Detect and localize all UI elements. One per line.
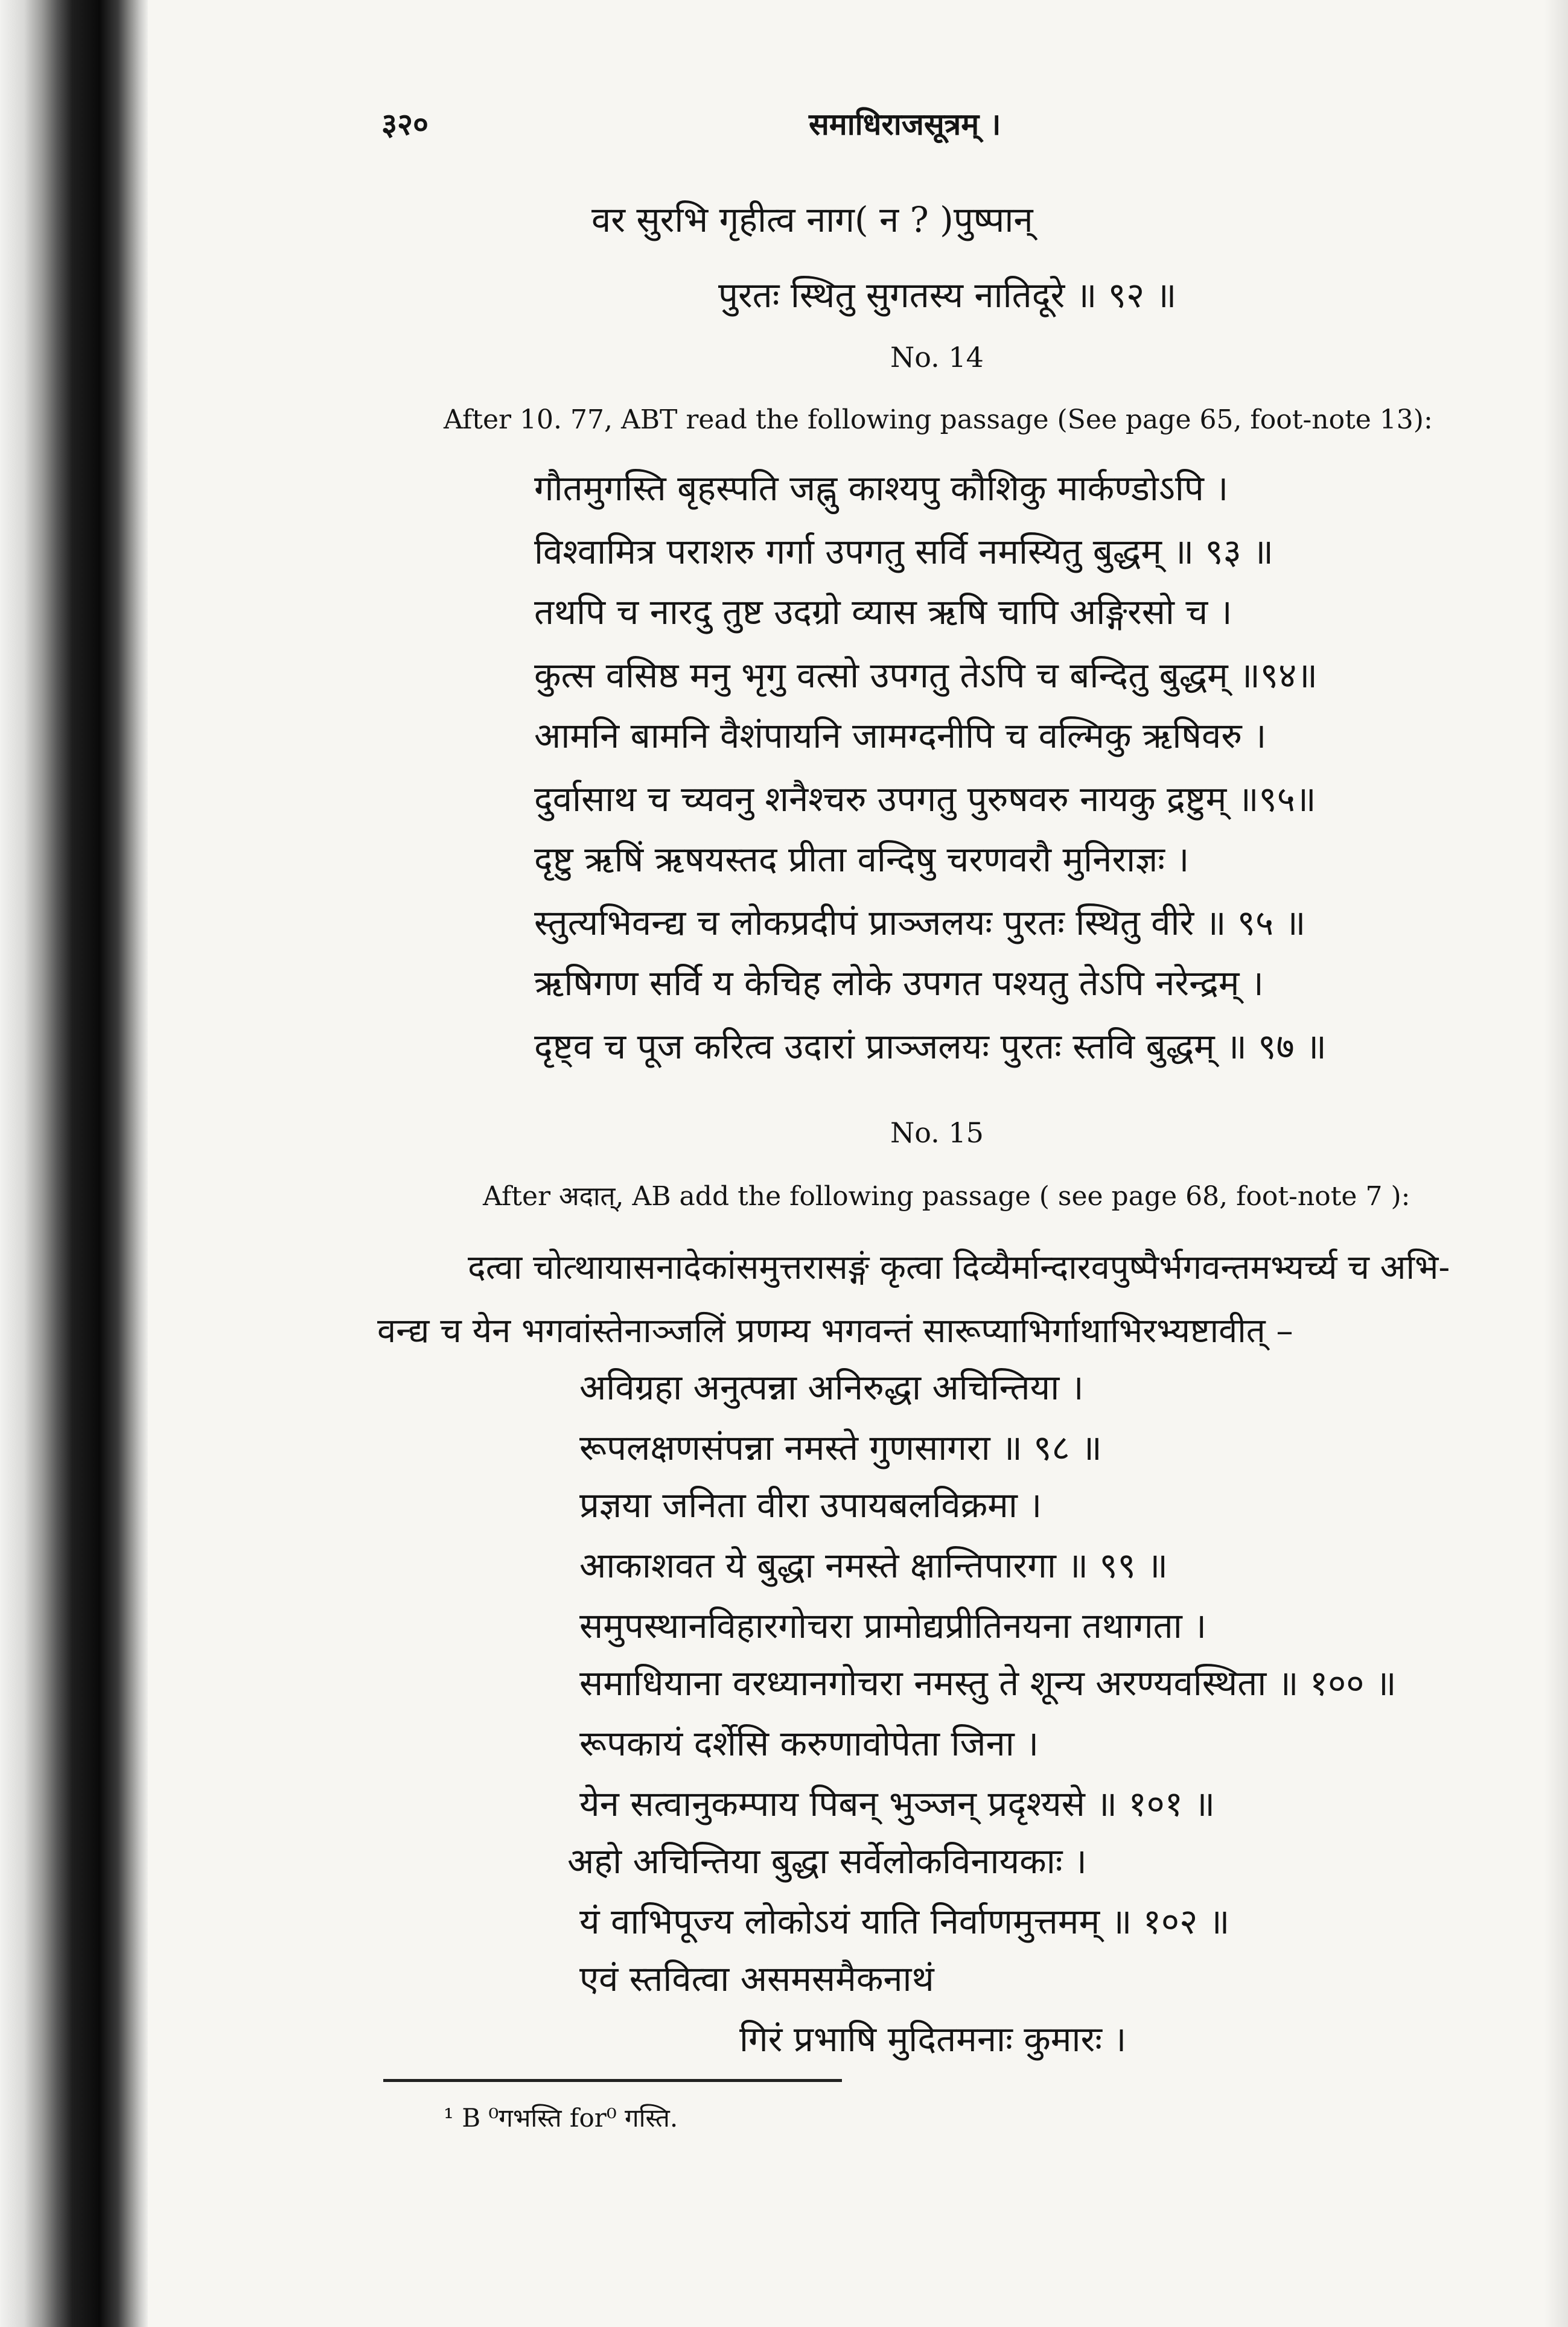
verse-line: यं वाभिपूज्य लोकोऽयं याति निर्वाणमुत्तमम् ॥ १०२ ॥ [579,1901,1230,1942]
running-title: समाधिराजसूत्रम् । [809,106,1001,142]
verse-line: विश्वामित्र पराशरु गर्गा उपगतु सर्वि नमस्यितु बुद्धम् ॥ ९३ ॥ [534,531,1274,572]
verse-line: कुत्स वसिष्ठ मनु भृगु वत्सो उपगतु तेऽपि च बन्दितु बुद्धम् ॥९४॥ [534,655,1318,696]
verse-line: येन सत्वानुकम्पाय पिबन् भुञ्जन् प्रदृश्यसे ॥ १०१ ॥ [579,1783,1216,1824]
verse-line: आकाशवत ये बुद्धा नमस्ते क्षान्तिपारगा ॥ ९९ ॥ [579,1545,1168,1586]
verse-line: आमनि बामनि वैशंपायनि जामग्दनीपि च वल्मिकु ऋषिवरु । [534,715,1267,756]
verse-line: दुर्वासाथ च च्यवनु शनैश्चरु उपगतु पुरुषवरु नायकु द्रष्टुम् ॥९५॥ [534,778,1316,820]
verse-line: एवं स्तवित्वा असमसमैकनाथं [579,1958,934,1999]
section-label: No. 15 [890,1116,984,1149]
verse-line: ऋषिगण सर्वि य केचिह लोके उपगत पश्यतु तेऽपि नरेन्द्रम् । [534,963,1264,1004]
section-label: No. 14 [890,341,984,374]
section-intro: After 10. 77, ABT read the following passage (See page 65, foot-note 13): [444,404,1433,435]
verse-line: स्तुत्यभिवन्द्य च लोकप्रदीपं प्राञ्जलयः पुरतः स्थितु वीरे ॥ ९५ ॥ [534,902,1306,943]
verse-line: रूपकायं दर्शेसि करुणावोपेता जिना । [579,1723,1039,1764]
verse-line: अहो अचिन्तिया बुद्धा सर्वेलोकविनायकाः । [567,1841,1087,1882]
verse-line: दृष्ट्व च पूज करित्व उदारां प्राञ्जलयः पुरतः स्तवि बुद्धम् ॥ ९७ ॥ [534,1026,1327,1067]
footnote-rule [383,2079,842,2082]
verse-line: रूपलक्षणसंपन्ना नमस्ते गुणसागरा ॥ ९८ ॥ [579,1427,1102,1468]
opening-verse-line: पुरतः स्थितु सुगतस्य नातिदूरे ॥ ९२ ॥ [718,275,1177,316]
verse-line: समुपस्थानविहारगोचरा प्रामोद्यप्रीतिनयना तथागता । [579,1605,1207,1646]
verse-line: दृष्टु ऋषिं ऋषयस्तद प्रीता वन्दिषु चरणवरौ मुनिराज्ञः । [534,839,1190,880]
verse-line: तथपि च नारदु तुष्ट उदग्रो व्यास ऋषि चापि अङ्गिरसो च । [534,591,1232,632]
opening-verse-line: वर सुरभि गृहीत्व नाग( न ? )पुष्पान् [591,199,1033,240]
verse-line: प्रज्ञया जनिता वीरा उपायबलविक्रमा । [579,1485,1042,1526]
prose-line: दत्वा चोत्थायासनादेकांसमुत्तरासङ्गं कृत्वा दिव्यैर्मान्दारवपुष्पैर्भगवन्तमभ्यर्च्य च अभि- [468,1248,1450,1287]
footnote: ¹ B ⁰गभस्ति for⁰ गस्ति. [444,2103,678,2133]
section-intro: After अदात्, AB add the following passage ( see page 68, foot-note 7 ): [483,1181,1410,1212]
prose-line: वन्द्य च येन भगवांस्तेनाञ्जलिं प्रणम्य भगवन्तं सारूप्याभिर्गाथाभिरभ्यष्टावीत् – [377,1311,1293,1351]
page-number: ३२० [381,106,429,142]
verse-line: अविग्रहा अनुत्पन्ना अनिरुद्धा अचिन्तिया । [579,1367,1084,1408]
page-edge-shadow [1544,0,1568,2327]
verse-line: गौतमुगस्ति बृहस्पति जह्नु काश्यपु कौशिकु मार्कण्डोऽपि । [534,468,1229,509]
verse-line: गिरं प्रभाषि मुदितमनाः कुमारः । [739,2019,1127,2060]
book-binding-shadow [0,0,148,2327]
verse-line: समाधियाना वरध्यानगोचरा नमस्तु ते शून्य अरण्यवस्थिता ॥ १०० ॥ [579,1663,1397,1704]
